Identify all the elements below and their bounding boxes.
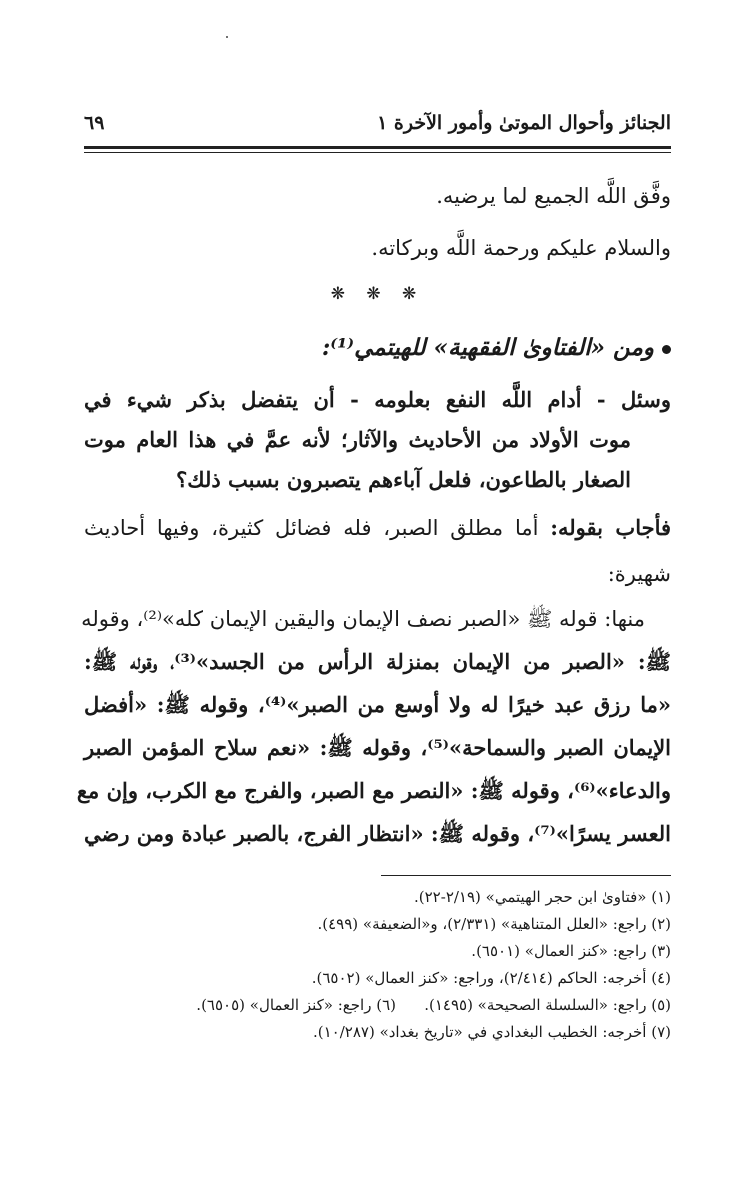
paragraph-line-6: العسر يسرًا»⁽⁷⁾، وقوله ﷺ: «انتظار الفرج، بالصبر عبادة ومن رضي [84,821,671,846]
footnote-2: (٢) راجع: «العلل المتناهية» (٢/٣٣١)، و«الضعيفة» (٤٩٩). [317,915,671,933]
closing-line-1: وفَّق اللَّه الجميع لما يرضيه. [436,184,671,208]
header-rule-thin [84,152,671,153]
page-number: ٦٩ [84,112,105,134]
paragraph-line-5: والدعاء»⁽⁶⁾، وقوله ﷺ: «النصر مع الصبر، والفرج مع الكرب، وإن مع [76,778,671,803]
paragraph-line-4: الإيمان الصبر والسماحة»⁽⁵⁾، وقوله ﷺ: «نعم سلاح المؤمن الصبر [84,735,671,760]
section-separator: ❋ ❋ ❋ [330,284,425,304]
footnote-rule [381,875,671,876]
question-line-2: موت الأولاد من الأحاديث والآثار؛ لأنه عمَّ في هذا العام موت [84,427,631,452]
answer-line-2: شهيرة: [607,562,671,586]
section-heading-text: ومن «الفتاوىٰ الفقهية» للهيتمي⁽¹⁾: [321,334,654,361]
footnote-4: (٤) أخرجه: الحاكم (٢/٤١٤)، وراجع: «كنز العمال» (٦٥٠٢). [311,969,671,987]
bullet-icon [662,345,671,354]
footnote-6: (٦) راجع: «كنز العمال» (٦٥٠٥). [196,996,396,1014]
section-heading [322,334,671,361]
closing-line-2: والسلام عليكم ورحمة اللَّه وبركاته. [371,236,671,260]
question-line-1: وسئل - أدام اللَّه النفع بعلومه - أن يتفضل بذكر شيء في [84,387,671,412]
paragraph-line-3: «ما رزق عبد خيرًا له ولا أوسع من الصبر»⁽⁴⁾، وقوله ﷺ: «أفضل [84,692,671,717]
speck [226,36,228,38]
header-rule-thick [84,146,671,149]
footnote-1: (١) «فتاوىٰ ابن حجر الهيتمي» (٢/١٩-٢٢). [413,888,671,906]
footnote-3: (٣) راجع: «كنز العمال» (٦٥٠١). [471,942,671,960]
footnote-5: (٥) راجع: «السلسلة الصحيحة» (١٤٩٥). [424,996,671,1014]
paragraph-line-1: منها: قوله ﷺ «الصبر نصف الإيمان واليقين الإيمان كله»⁽²⁾، وقوله [81,607,645,631]
question-line-3: الصغار بالطاعون، فلعل آباءهم يتصبرون بسبب ذلك؟ [176,467,631,492]
answer-label: فأجاب بقوله: [550,515,672,540]
running-header [84,112,671,142]
answer-line-1 [84,508,671,548]
paragraph-line-2: ﷺ: «الصبر من الإيمان بمنزلة الرأس من الجسد»⁽³⁾، وقوله ﷺ: [84,649,672,674]
answer-line-1-rest: أما مطلق الصبر، فله فضائل كثيرة، وفيها أحاديث [84,516,551,540]
footnote-7: (٧) أخرجه: الخطيب البغدادي في «تاريخ بغداد» (١٠/٢٨٧). [312,1023,671,1041]
running-title: الجنائز وأحوال الموتىٰ وأمور الآخرة ١ [377,112,671,134]
